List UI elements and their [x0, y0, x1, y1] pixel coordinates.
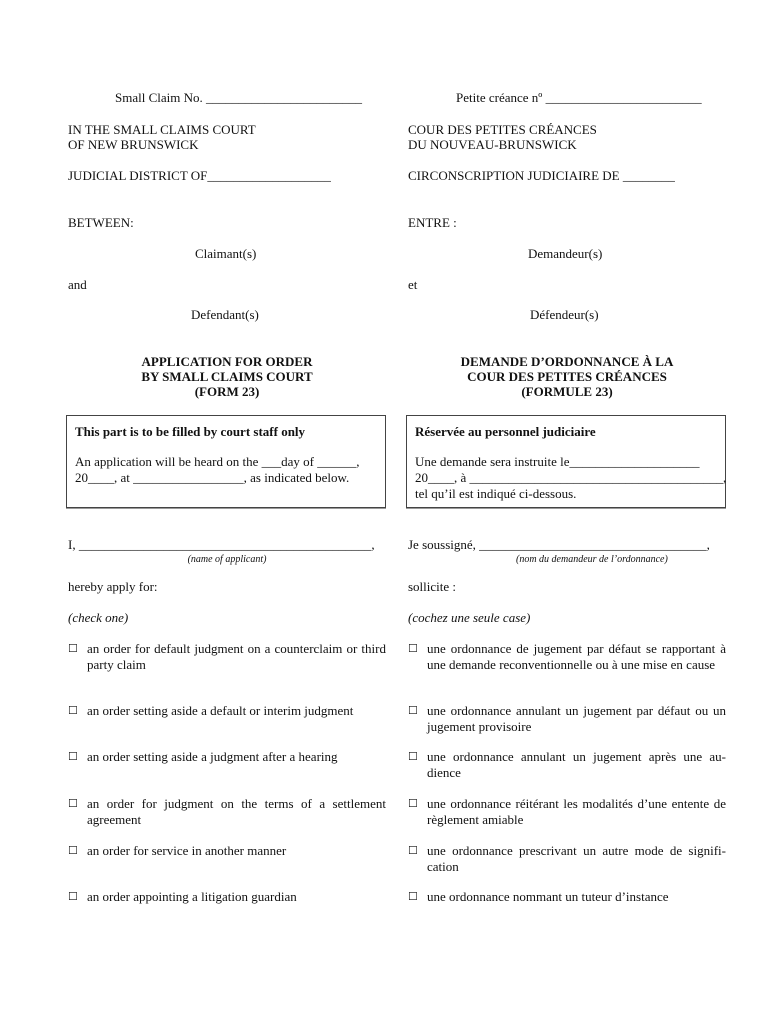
- option-set-aside-hearing-en[interactable]: [68, 749, 386, 765]
- checkbox-icon[interactable]: ☐: [68, 643, 78, 655]
- form-title-fr-3: (FORMULE 23): [521, 384, 613, 399]
- check-one-en: (check one): [68, 610, 129, 625]
- hearing-date-line-fr[interactable]: Une demande sera instruite le____________________: [415, 454, 700, 469]
- option-default-judgment-fr[interactable]: [408, 641, 726, 673]
- option-label: une ordonnance réitérant les modalités d’une entente de règlement amiable: [427, 796, 726, 827]
- applicant-name-field-fr[interactable]: Je soussigné, ___________________________________,: [408, 537, 710, 552]
- judicial-district-en[interactable]: JUDICIAL DISTRICT OF___________________: [68, 168, 331, 183]
- option-set-aside-default-fr[interactable]: [408, 703, 726, 735]
- option-settlement-fr[interactable]: [408, 796, 726, 828]
- and-fr: et: [408, 277, 418, 292]
- court-staff-box-fr: [406, 415, 726, 508]
- option-default-judgment-en[interactable]: [68, 641, 386, 673]
- checkbox-icon[interactable]: ☐: [68, 705, 78, 717]
- hearing-date-line-en[interactable]: An application will be heard on the ___day of ______,: [75, 454, 360, 469]
- option-set-aside-default-en[interactable]: [68, 703, 386, 719]
- hearing-place-line-fr[interactable]: 20____, à _______________________________________,: [415, 470, 727, 485]
- form-title-en-3: (FORM 23): [194, 384, 260, 399]
- form-title-en-2: BY SMALL CLAIMS COURT: [141, 369, 313, 384]
- checkbox-icon[interactable]: ☐: [408, 798, 418, 810]
- and-en: and: [68, 277, 87, 292]
- hearing-place-line-en[interactable]: 20____, at _________________, as indicated below.: [75, 470, 350, 485]
- claim-number-en[interactable]: Small Claim No. ________________________: [115, 90, 362, 105]
- court-name-en-1: IN THE SMALL CLAIMS COURT: [68, 122, 256, 137]
- option-label: une ordonnance de jugement par défaut se rapportant à une demande reconventionnelle ou à une mise en cause: [427, 641, 726, 672]
- checkbox-icon[interactable]: ☐: [68, 845, 78, 857]
- option-label: an order for default judgment on a counterclaim or third party claim: [87, 641, 386, 672]
- claimant-label-en: Claimant(s): [195, 246, 257, 261]
- option-label: une ordonnance annulant un jugement par défaut ou un jugement provisoire: [427, 703, 726, 734]
- option-settlement-en[interactable]: [68, 796, 386, 828]
- judicial-district-fr[interactable]: CIRCONSCRIPTION JUDICIAIRE DE ________: [408, 168, 675, 183]
- applicant-name-field-en[interactable]: I, _____________________________________________,: [68, 537, 375, 552]
- option-label: an order appointing a litigation guardian: [87, 889, 297, 904]
- option-label: an order for service in another manner: [87, 843, 287, 858]
- form-title-fr-2: COUR DES PETITES CRÉANCES: [467, 369, 667, 384]
- checkbox-icon[interactable]: ☐: [408, 891, 418, 903]
- checkbox-icon[interactable]: ☐: [408, 845, 418, 857]
- court-name-en-2: OF NEW BRUNSWICK: [68, 137, 199, 152]
- claimant-label-fr: Demandeur(s): [528, 246, 603, 261]
- staff-box-heading-en: This part is to be filled by court staff only: [75, 424, 306, 439]
- option-litigation-guardian-fr[interactable]: [408, 889, 726, 905]
- option-set-aside-hearing-fr[interactable]: [408, 749, 726, 781]
- option-label: an order setting aside a default or interim judgment: [87, 703, 354, 718]
- checkbox-icon[interactable]: ☐: [68, 891, 78, 903]
- apply-for-en: hereby apply for:: [68, 579, 158, 594]
- option-service-fr[interactable]: [408, 843, 726, 875]
- option-label: an order setting aside a judgment after a hearing: [87, 749, 338, 764]
- staff-box-heading-fr: Réservée au personnel judiciaire: [415, 424, 596, 439]
- option-label: une ordonnance nommant un tuteur d’instance: [427, 889, 669, 904]
- between-en: BETWEEN:: [68, 215, 134, 230]
- court-name-fr-1: COUR DES PETITES CRÉANCES: [408, 122, 597, 137]
- option-service-en[interactable]: [68, 843, 386, 859]
- form-title-en-1: APPLICATION FOR ORDER: [141, 354, 313, 369]
- checkbox-icon[interactable]: ☐: [408, 643, 418, 655]
- hearing-note-fr: tel qu’il est indiqué ci-dessous.: [415, 486, 577, 501]
- checkbox-icon[interactable]: ☐: [408, 705, 418, 717]
- option-label: une ordonnance prescrivant un autre mode de signifi-cation: [427, 843, 726, 874]
- checkbox-icon[interactable]: ☐: [68, 751, 78, 763]
- defendant-label-en: Defendant(s): [191, 307, 259, 322]
- claim-number-fr[interactable]: Petite créance nº ________________________: [456, 90, 702, 105]
- option-label: une ordonnance annulant un jugement après une au-dience: [427, 749, 726, 780]
- option-label: an order for judgment on the terms of a settlement agreement: [87, 796, 386, 827]
- court-name-fr-2: DU NOUVEAU-BRUNSWICK: [408, 137, 577, 152]
- defendant-label-fr: Défendeur(s): [530, 307, 599, 322]
- checkbox-icon[interactable]: ☐: [408, 751, 418, 763]
- option-litigation-guardian-en[interactable]: [68, 889, 386, 905]
- applicant-hint-en: (name of applicant): [187, 554, 267, 565]
- court-staff-box-en: [66, 415, 386, 508]
- between-fr: ENTRE :: [408, 215, 457, 230]
- apply-for-fr: sollicite :: [408, 579, 457, 594]
- applicant-hint-fr: (nom du demandeur de l’ordonnance): [516, 554, 668, 565]
- form-title-fr-1: DEMANDE D’ORDONNANCE À LA: [460, 354, 674, 369]
- check-one-fr: (cochez une seule case): [408, 610, 531, 625]
- checkbox-icon[interactable]: ☐: [68, 798, 78, 810]
